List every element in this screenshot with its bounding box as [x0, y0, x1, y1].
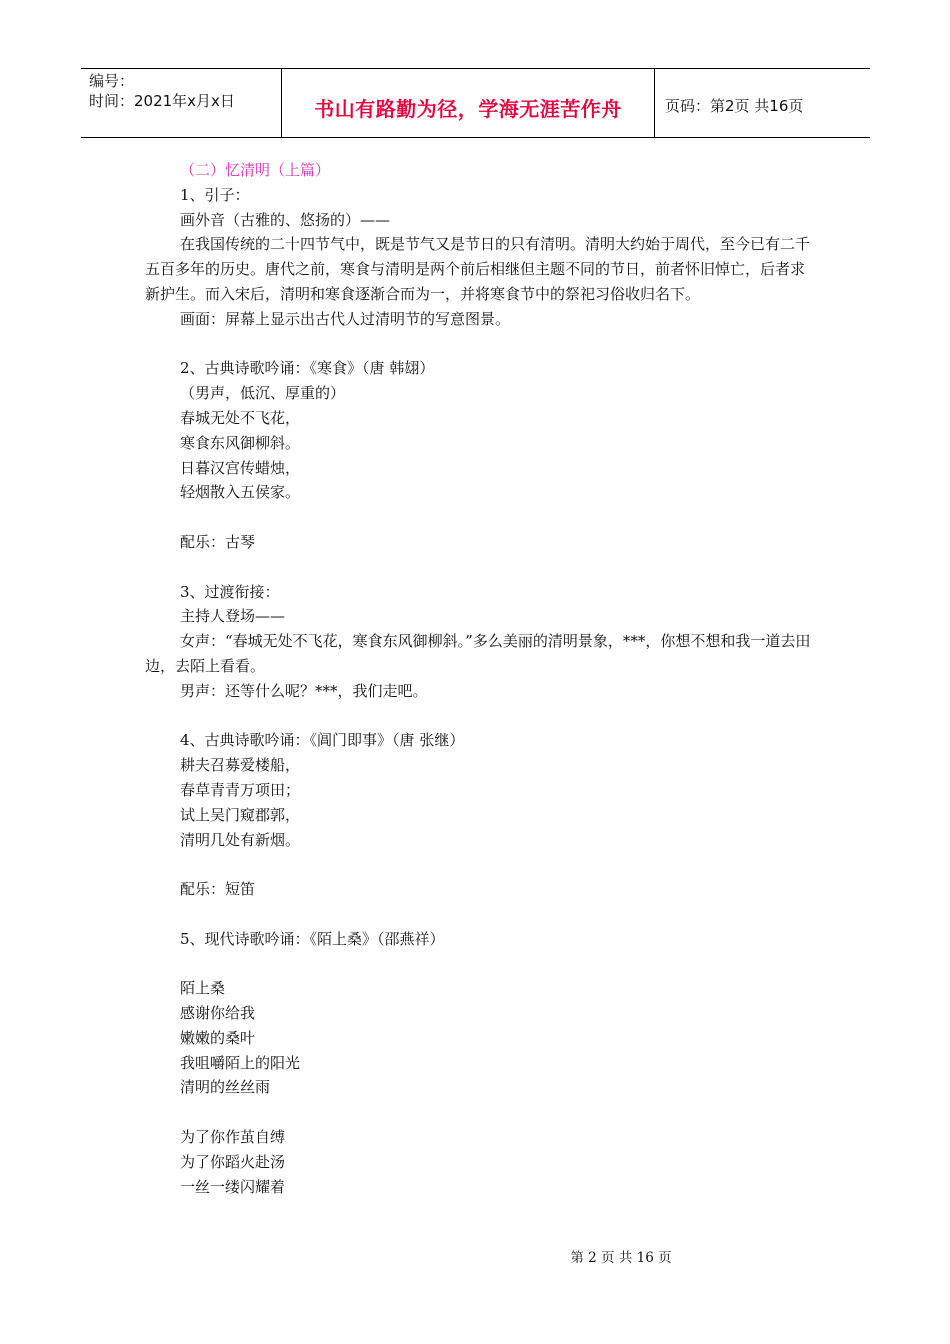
- female-voice-line: 女声：“春城无处不飞花，寒食东风御柳斜。”多么美丽的清明景象，***，你想不想和我一道去田边，去陌上看看。: [145, 632, 811, 675]
- poem1-line: 寒食东风御柳斜。: [180, 433, 301, 452]
- header-page-cell: [655, 69, 870, 137]
- poem2-line: 春草青青万项田；: [180, 780, 301, 799]
- header-motto-cell: [282, 69, 655, 137]
- male-voice-line: 男声：还等什么呢？***，我们走吧。: [180, 681, 428, 700]
- poem2-line: 清明几处有新烟。: [180, 830, 301, 849]
- intro-paragraph: 在我国传统的二十四节气中，既是节气又是节日的只有清明。清明大约始于周代，至今已有二千五百多年的历史。唐代之前，寒食与清明是两个前后相继但主题不同的节日，前者怀旧悼亡，后者求新护生。而入宋后，清明和寒食逐渐合而为一，并将寒食节中的祭祀习俗收归名下。: [145, 235, 811, 303]
- page-number-label: 页码：第2页 共16页: [665, 97, 804, 115]
- poem1-note: （男声，低沉、厚重的）: [180, 384, 346, 403]
- number-label: 编号：: [89, 72, 135, 90]
- spacer: [145, 555, 817, 580]
- poem2-line: 耕夫召募爱楼船，: [180, 756, 301, 775]
- spacer: [145, 1100, 817, 1125]
- voiceover-line: 画外音（古雅的、悠扬的）——: [180, 210, 391, 229]
- poem3-line: 感谢你给我: [180, 1004, 256, 1023]
- screen-description: 画面：屏幕上显示出古代人过清明节的写意图景。: [180, 309, 511, 328]
- poem3-line: 清明的丝丝雨: [180, 1078, 271, 1097]
- section-title: （二）忆清明（上篇）: [180, 161, 331, 179]
- poem3-heading: 5、现代诗歌吟诵：《陌上桑》（邵燕祥）: [180, 929, 445, 948]
- header-meta-cell: [81, 69, 282, 137]
- intro-heading: 1、引子：: [180, 185, 250, 204]
- poem1-heading: 2、古典诗歌吟诵：《寒食》（唐 韩翃）: [180, 359, 435, 378]
- poem3-line: 为了你作茧自缚: [180, 1128, 286, 1147]
- poem3-line: 我咀嚼陌上的阳光: [180, 1053, 301, 1072]
- poem2-line: 试上吴门窥郡郭，: [180, 805, 301, 824]
- poem1-music: 配乐：古琴: [180, 532, 256, 551]
- poem3-line: 嫩嫩的桑叶: [180, 1028, 256, 1047]
- poem3-line: 为了你蹈火赴汤: [180, 1152, 286, 1171]
- spacer: [145, 332, 817, 357]
- poem1-line: 春城无处不飞花，: [180, 408, 301, 427]
- spacer: [145, 952, 817, 977]
- poem2-music: 配乐：短笛: [180, 880, 256, 899]
- document-header: [81, 68, 870, 138]
- spacer: [145, 704, 817, 729]
- poem1-line: 日暮汉宫传蜡烛，: [180, 458, 301, 477]
- motto: 书山有路勤为径，学海无涯苦作舟: [314, 97, 622, 121]
- spacer: [145, 852, 817, 877]
- time-label: 时间：2021年x月x日: [89, 92, 235, 110]
- host-line: 主持人登场——: [180, 607, 286, 626]
- poem3-line: 陌上桑: [180, 979, 226, 998]
- document-body: [145, 158, 817, 1199]
- poem3-line: 一丝一缕闪耀着: [180, 1177, 286, 1196]
- spacer: [145, 505, 817, 530]
- spacer: [145, 902, 817, 927]
- transition-heading: 3、过渡衔接：: [180, 582, 280, 601]
- page-footer: 第 2 页 共 16 页: [570, 1250, 672, 1266]
- poem2-heading: 4、古典诗歌吟诵：《阊门即事》（唐 张继）: [180, 731, 465, 750]
- poem1-line: 轻烟散入五侯家。: [180, 483, 301, 502]
